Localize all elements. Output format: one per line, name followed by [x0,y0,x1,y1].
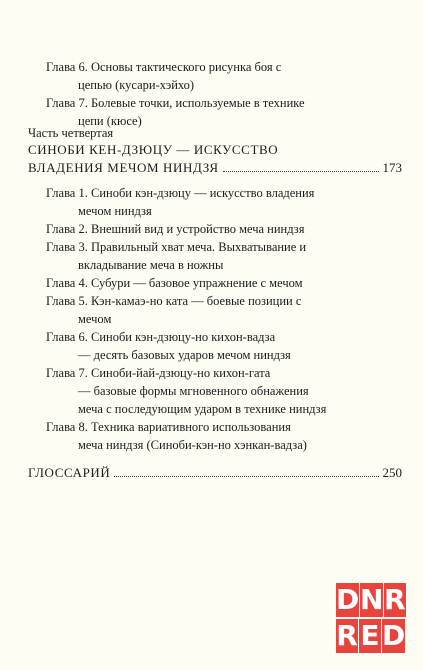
part-title-pageline [28,160,402,176]
glossary-entry [28,465,402,481]
page-number: 250 [382,465,402,480]
toc-line: Глава 6. Основы тактического рисунка боя с [46,60,282,74]
toc-line: цепи (кюсе) [78,114,142,128]
dnr-red-watermark-logo [336,583,406,653]
watermark-letter: R [336,619,358,652]
toc-line: — базовые формы мгновенного обнажения [78,384,309,398]
toc-line: меча с последующим ударом в технике ниндзя [78,402,327,416]
toc-line: мечом ниндзя [78,204,152,218]
toc-line: Глава 2. Внешний вид и устройство меча ниндзя [46,222,305,236]
toc-chapter-6-chain [46,58,281,94]
toc-chapter-8 [46,418,307,454]
toc-chapter-7 [46,364,326,418]
toc-line: Глава 8. Техника вариативного использования [46,420,291,434]
toc-line: Глава 1. Синоби кэн-дзюцу — искусство владения [46,186,315,200]
dot-leader [223,171,379,172]
toc-chapter-4 [46,274,303,292]
toc-chapter-1 [46,184,314,220]
toc-chapter-6 [46,328,291,364]
toc-line: вкладывание меча в ножны [78,258,224,272]
toc-line: — десять базовых ударов мечом ниндзя [78,348,291,362]
glossary-label: ГЛОССАРИЙ [28,465,111,480]
toc-line: Глава 5. Кэн-камаэ-но ката — боевые позиции с [46,294,302,308]
part-title: СИНОБИ КЕН-ДЗЮЦУ — ИСКУССТВО [28,142,279,157]
toc-line: меча ниндзя (Синоби-кэн-но хэнкан-вадза) [78,438,307,452]
toc-line: Глава 3. Правильный хват меча. Выхватывание и [46,240,307,254]
watermark-letter: D [382,619,406,652]
toc-chapter-5 [46,292,301,328]
watermark-letter: E [360,619,380,652]
toc-line: Глава 7. Болевые точки, используемые в технике [46,96,305,110]
part-label: Часть четвертая [28,126,114,140]
toc-chapter-2 [46,220,304,238]
watermark-letter: N [360,583,384,616]
watermark-letter: D [336,583,360,616]
toc-line: Глава 7. Синоби-йай-дзюцу-но кихон-гата [46,366,271,380]
toc-line: Глава 4. Субури — базовое упражнение с мечом [46,276,303,290]
toc-line: Глава 6. Синоби кэн-дзюцу-но кихон-вадза [46,330,276,344]
toc-line: цепью (кусари-хэйхо) [78,78,195,92]
watermark-letter: R [384,583,406,616]
toc-chapter-7-chain [46,94,305,130]
dot-leader [114,476,378,477]
toc-chapter-3 [46,238,306,274]
page-number: 173 [382,160,402,175]
part-title-line2: ВЛАДЕНИЯ МЕЧОМ НИНДЗЯ [28,160,219,175]
toc-line: мечом [78,312,112,326]
